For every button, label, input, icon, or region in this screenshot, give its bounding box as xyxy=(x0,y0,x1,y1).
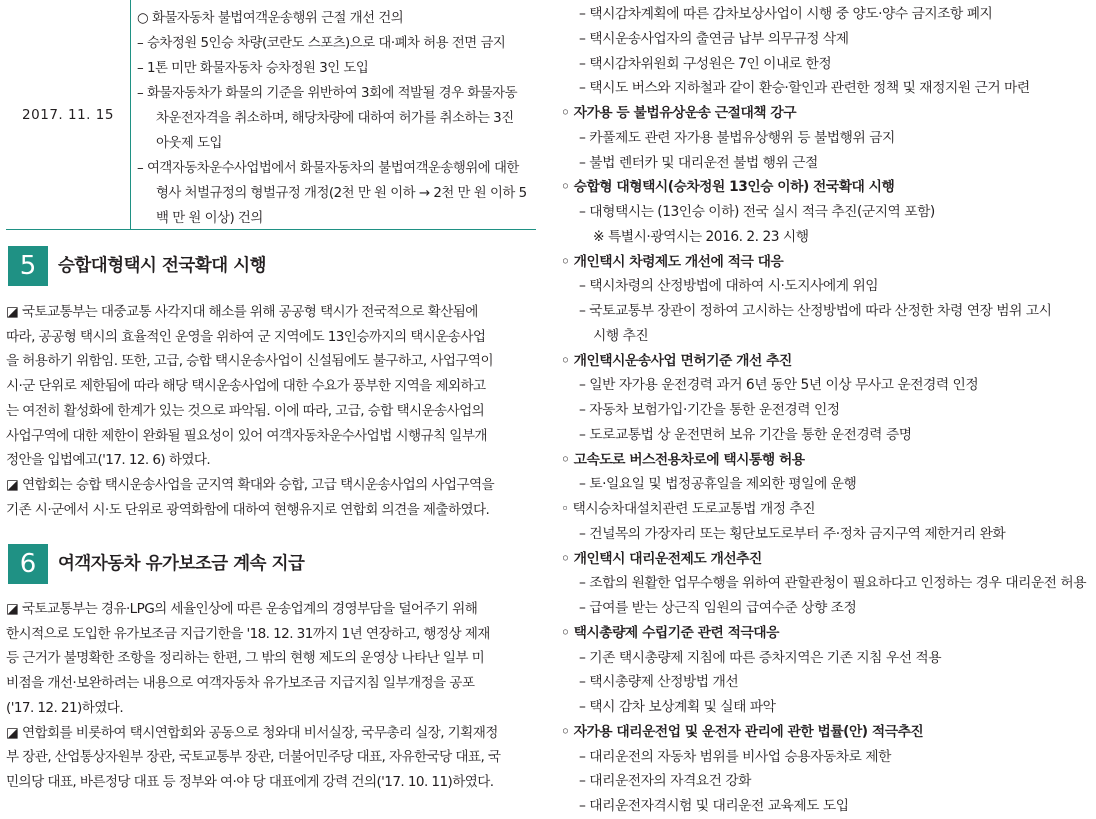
table-line: 형사 처벌규정의 형벌규정 개정(2천 만 원 이하 → 2천 만 원 이하 5 xyxy=(156,186,527,201)
policy-item: – 대리운전의 자동차 범위를 비사업 승용자동차로 제한 xyxy=(579,748,891,765)
section-title: 승합대형택시 전국확대 시행 xyxy=(58,256,267,276)
paragraph-line: 시·군 단위로 제한됨에 따라 해당 택시운송사업에 대한 수요가 풍부한 지역을 제외하고 xyxy=(6,378,486,395)
paragraph-line: 기존 시·군에서 시·도 단위로 광역화함에 대하여 현행유지로 연합회 의견을 제출하였다. xyxy=(6,501,490,518)
policy-item: – 토·일요일 및 법정공휴일을 제외한 평일에 운행 xyxy=(579,476,857,493)
policy-item: – 기존 택시총량제 지침에 따른 증차지역은 기존 지침 우선 적용 xyxy=(579,649,942,666)
section-number: 5 xyxy=(8,246,48,286)
paragraph-line: 등 근거가 불명확한 조항을 정리하는 한편, 그 밖의 현행 제도의 운영상 나타난 일부 미 xyxy=(6,650,485,667)
paragraph-line: 한시적으로 도입한 유가보조금 지급기한을 '18. 12. 31까지 1년 연장하고, 행정상 제재 xyxy=(6,625,490,642)
policy-heading: ◦ 자가용 대리운전업 및 운전자 관리에 관한 법률(안) 적극추진 xyxy=(561,723,924,740)
policy-item: – 택시운송사업자의 출연금 납부 의무규정 삭제 xyxy=(579,30,849,47)
policy-item: – 대리운전자의 자격요건 강화 xyxy=(579,773,751,790)
table-line: ○ 화물자동차 불법여객운송행위 근절 개선 건의 xyxy=(137,11,404,26)
right-column xyxy=(561,0,1096,814)
section-6-body xyxy=(6,597,538,795)
table-line: – 1톤 미만 화물자동차 승차정원 3인 도입 xyxy=(137,61,369,76)
paragraph-line: ◪ 국토교통부는 경유·LPG의 세율인상에 따른 운송업계의 경영부담을 덜어주기 위해 xyxy=(6,601,478,617)
section-5-header xyxy=(8,246,538,286)
paragraph-line: 비점을 개선·보완하려는 내용으로 여객자동차 유가보조금 지급지침 일부개정을 공포 xyxy=(6,675,475,692)
policy-item: – 택시총량제 산정방법 개선 xyxy=(579,674,739,691)
policy-heading: ◦ 개인택시운송사업 면허기준 개선 추진 xyxy=(561,352,792,369)
paragraph-line: 부 장관, 산업통상자원부 장관, 국토교통부 장관, 더불어민주당 대표, 자유한국당 대표, 국 xyxy=(6,749,501,766)
policy-item: – 택시 감차 보상계획 및 실태 파악 xyxy=(579,699,776,715)
paragraph-line: ('17. 12. 21)하였다. xyxy=(6,699,124,716)
policy-item: 시행 추진 xyxy=(593,327,649,344)
policy-heading: ◦ 개인택시 차령제도 개선에 적극 대응 xyxy=(561,253,784,270)
paragraph-line: 민의당 대표, 바른정당 대표 등 정부와 여·야 당 대표에게 강력 건의('17. 10. 11)하였다. xyxy=(6,773,494,790)
content-cell xyxy=(137,6,537,231)
paragraph-line: ◪ 연합회를 비롯하여 택시연합회와 공동으로 청와대 비서실장, 국무총리 실장, 기획재정 xyxy=(6,724,498,741)
paragraph-line: 을 허용하기 위함임. 또한, 고급, 승합 택시운송사업이 신설됨에도 불구하고, 사업구역이 xyxy=(6,353,493,370)
table-line: 차운전자격을 취소하며, 해당차량에 대하여 허가를 취소하는 3진 xyxy=(156,111,514,126)
paragraph-line: 는 여전히 활성화에 한계가 있는 것으로 파악됨. 이에 따라, 고급, 승합 택시운송사업의 xyxy=(6,402,485,419)
policy-list xyxy=(561,2,1096,819)
policy-item: – 국토교통부 장관이 정하여 고시하는 산정방법에 따라 산정한 차령 연장 범위 고시 xyxy=(579,303,1052,319)
table-line: – 화물자동차가 화물의 기준을 위반하여 3회에 적발될 경우 화물자동 xyxy=(137,86,518,101)
policy-item: – 택시감차계획에 따른 감차보상사업이 시행 중 양도·양수 금지조항 폐지 xyxy=(579,6,993,22)
section-number: 6 xyxy=(8,544,48,584)
policy-heading: ◦ 개인택시 대리운전제도 개선추진 xyxy=(561,550,762,567)
policy-item: – 자동차 보험가입·기간을 통한 운전경력 인정 xyxy=(579,402,840,418)
policy-heading: ◦ 택시총량제 수립기준 관련 적극대응 xyxy=(561,624,779,641)
table-line: 아웃제 도입 xyxy=(156,136,222,151)
policy-item: – 건널목의 가장자리 또는 횡단보도로부터 주·정차 금지구역 제한거리 완화 xyxy=(579,525,1006,542)
policy-item: – 불법 렌터카 및 대리운전 불법 행위 근절 xyxy=(579,154,818,171)
policy-heading: ◦ 고속도로 버스전용차로에 택시통행 허용 xyxy=(561,451,805,468)
policy-item: – 택시감차위원회 구성원은 7인 이내로 한정 xyxy=(579,55,832,72)
table-line: 백 만 원 이상) 건의 xyxy=(156,211,263,226)
section-6-header xyxy=(8,544,538,584)
policy-item: – 대리운전자격시험 및 대리운전 교육제도 도입 xyxy=(579,798,849,814)
table-line: – 승차정원 5인승 차량(코란도 스포츠)으로 대·폐차 허용 전면 금지 xyxy=(137,36,506,51)
policy-item: – 택시도 버스와 지하철과 같이 환승·할인과 관련한 정책 및 재정지원 근거 마련 xyxy=(579,80,1030,97)
date-cell xyxy=(6,0,131,229)
date-text: 2017. 11. 15 xyxy=(22,107,114,123)
policy-item: ※ 특별시·광역시는 2016. 2. 23 시행 xyxy=(593,228,809,245)
policy-item: – 카풀제도 관련 자가용 불법유상행위 등 불법행위 금지 xyxy=(579,129,895,146)
policy-heading: ◦ 택시승차대설치관련 도로교통법 개정 추진 xyxy=(561,501,816,517)
left-column xyxy=(0,0,540,807)
table-line: – 여객자동차운수사업법에서 화물자동차의 불법여객운송행위에 대한 xyxy=(137,161,519,176)
policy-item: – 급여를 받는 상근직 임원의 급여수준 상향 조정 xyxy=(579,600,857,616)
paragraph-line: 정안을 입법예고('17. 12. 6) 하였다. xyxy=(6,452,211,469)
section-5-body xyxy=(6,300,538,522)
paragraph-line: 따라, 공공형 택시의 효율적인 운영을 위하여 군 지역에도 13인승까지의 택시운송사업 xyxy=(6,328,486,345)
policy-item: – 일반 자가용 운전경력 과거 6년 동안 5년 이상 무사고 운전경력 인정 xyxy=(579,377,979,394)
paragraph-line: ◪ 연합회는 승합 택시운송사업을 군지역 확대와 승합, 고급 택시운송사업의 사업구역을 xyxy=(6,476,495,493)
policy-item: – 택시차령의 산정방법에 대하여 시·도지사에게 위임 xyxy=(579,278,879,295)
policy-heading: ◦ 자가용 등 불법유상운송 근절대책 강구 xyxy=(561,105,797,121)
paragraph-line: 사업구역에 대한 제한이 완화될 필요성이 있어 여객자동차운수사업법 시행규칙 일부개 xyxy=(6,427,487,444)
policy-item: – 조합의 원활한 업무수행을 위하여 관할관청이 필요하다고 인정하는 경우 대리운전 허용 xyxy=(579,575,1087,592)
policy-item: – 도로교통법 상 운전면허 보유 기간을 통한 운전경력 증명 xyxy=(579,426,912,443)
paragraph-line: ◪ 국토교통부는 대중교통 사각지대 해소를 위해 공공형 택시가 전국적으로 확산됨에 xyxy=(6,304,478,320)
history-table xyxy=(6,0,536,230)
section-title: 여객자동차 유가보조금 계속 지급 xyxy=(58,554,305,574)
policy-heading: ◦ 승합형 대형택시(승차정원 13인승 이하) 전국확대 시행 xyxy=(561,179,895,196)
policy-item: – 대형택시는 (13인승 이하) 전국 실시 적극 추진(군지역 포함) xyxy=(579,204,935,220)
